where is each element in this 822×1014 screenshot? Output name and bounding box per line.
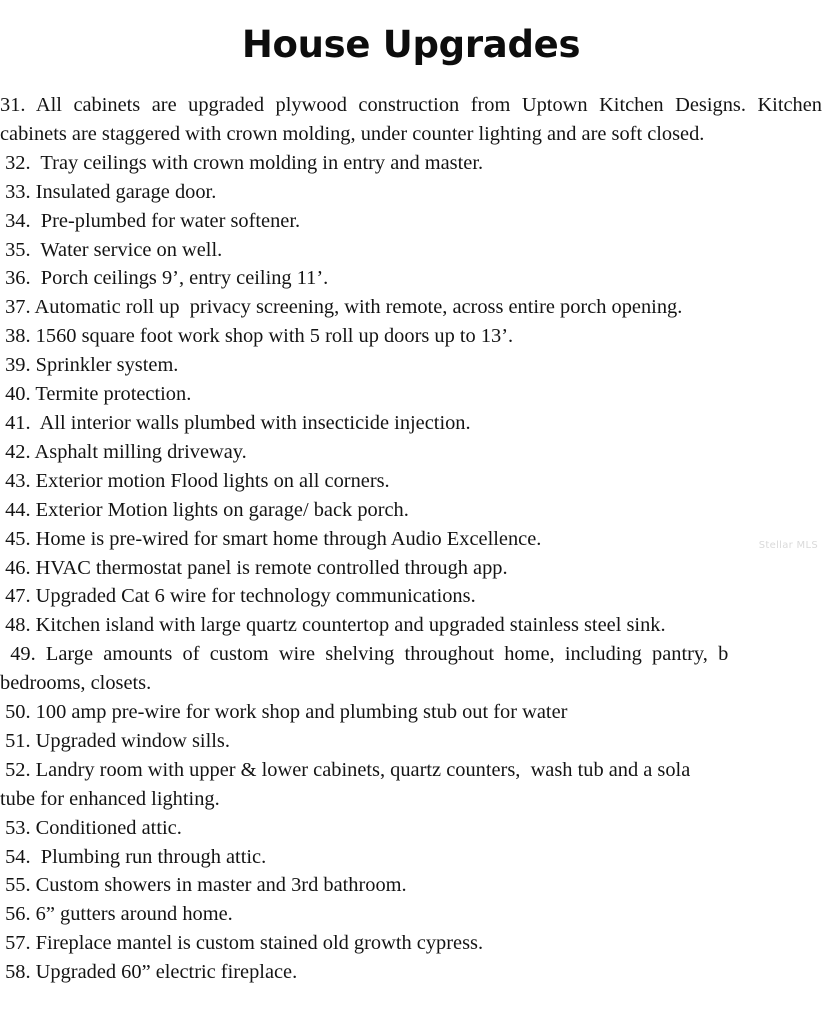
list-item: 40. Termite protection.: [0, 383, 192, 406]
list-item: 56. 6” gutters around home.: [0, 903, 233, 926]
list-item: 53. Conditioned attic.: [0, 816, 182, 839]
list-item: 49. Large amounts of custom wire shelving throughout home, including pantry, b bedrooms, closets.: [0, 643, 729, 695]
watermark: Stellar MLS: [758, 540, 818, 551]
list-item: 48. Kitchen island with large quartz countertop and upgraded stainless steel sink.: [0, 614, 666, 637]
list-item: 37. Automatic roll up privacy screening, with remote, across entire porch opening.: [0, 296, 683, 319]
list-item: 47. Upgraded Cat 6 wire for technology communications.: [0, 585, 476, 608]
page-title: House Upgrades: [241, 22, 581, 66]
list-item: 34. Pre-plumbed for water softener.: [0, 209, 301, 232]
list-item: 54. Plumbing run through attic.: [0, 845, 267, 868]
list-item: 57. Fireplace mantel is custom stained old growth cypress.: [0, 932, 484, 955]
list-item: 39. Sprinkler system.: [0, 354, 179, 377]
list-item: 44. Exterior Motion lights on garage/ back porch.: [0, 498, 409, 521]
list-item: 41. All interior walls plumbed with insecticide injection.: [0, 411, 471, 434]
list-item: 46. HVAC thermostat panel is remote controlled through app.: [0, 556, 508, 579]
upgrade-list: [0, 91, 822, 987]
list-item: 45. Home is pre-wired for smart home through Audio Excellence.: [0, 527, 542, 550]
list-item: 52. Landry room with upper & lower cabinets, quartz counters, wash tub and a sola tube for enhanced lighting.: [0, 758, 691, 810]
list-item: 58. Upgraded 60” electric fireplace.: [0, 961, 298, 984]
list-item: 43. Exterior motion Flood lights on all corners.: [0, 469, 390, 492]
list-item: 31. All cabinets are upgraded plywood construction from Uptown Kitchen Designs. Kitchen cabinets are staggered with crown molding, under counter lighting and are soft closed.: [0, 94, 822, 145]
list-item: 55. Custom showers in master and 3rd bathroom.: [0, 874, 407, 897]
list-item: 50. 100 amp pre-wire for work shop and plumbing stub out for water: [0, 701, 568, 724]
list-item: 42. Asphalt milling driveway.: [0, 440, 247, 463]
list-item: 35. Water service on well.: [0, 238, 223, 261]
list-item: 33. Insulated garage door.: [0, 180, 217, 203]
list-item: 38. 1560 square foot work shop with 5 roll up doors up to 13’.: [0, 325, 514, 348]
list-item: 51. Upgraded window sills.: [0, 729, 230, 752]
list-item: 32. Tray ceilings with crown molding in entry and master.: [0, 151, 484, 174]
list-item: 36. Porch ceilings 9’, entry ceiling 11’.: [0, 267, 329, 290]
